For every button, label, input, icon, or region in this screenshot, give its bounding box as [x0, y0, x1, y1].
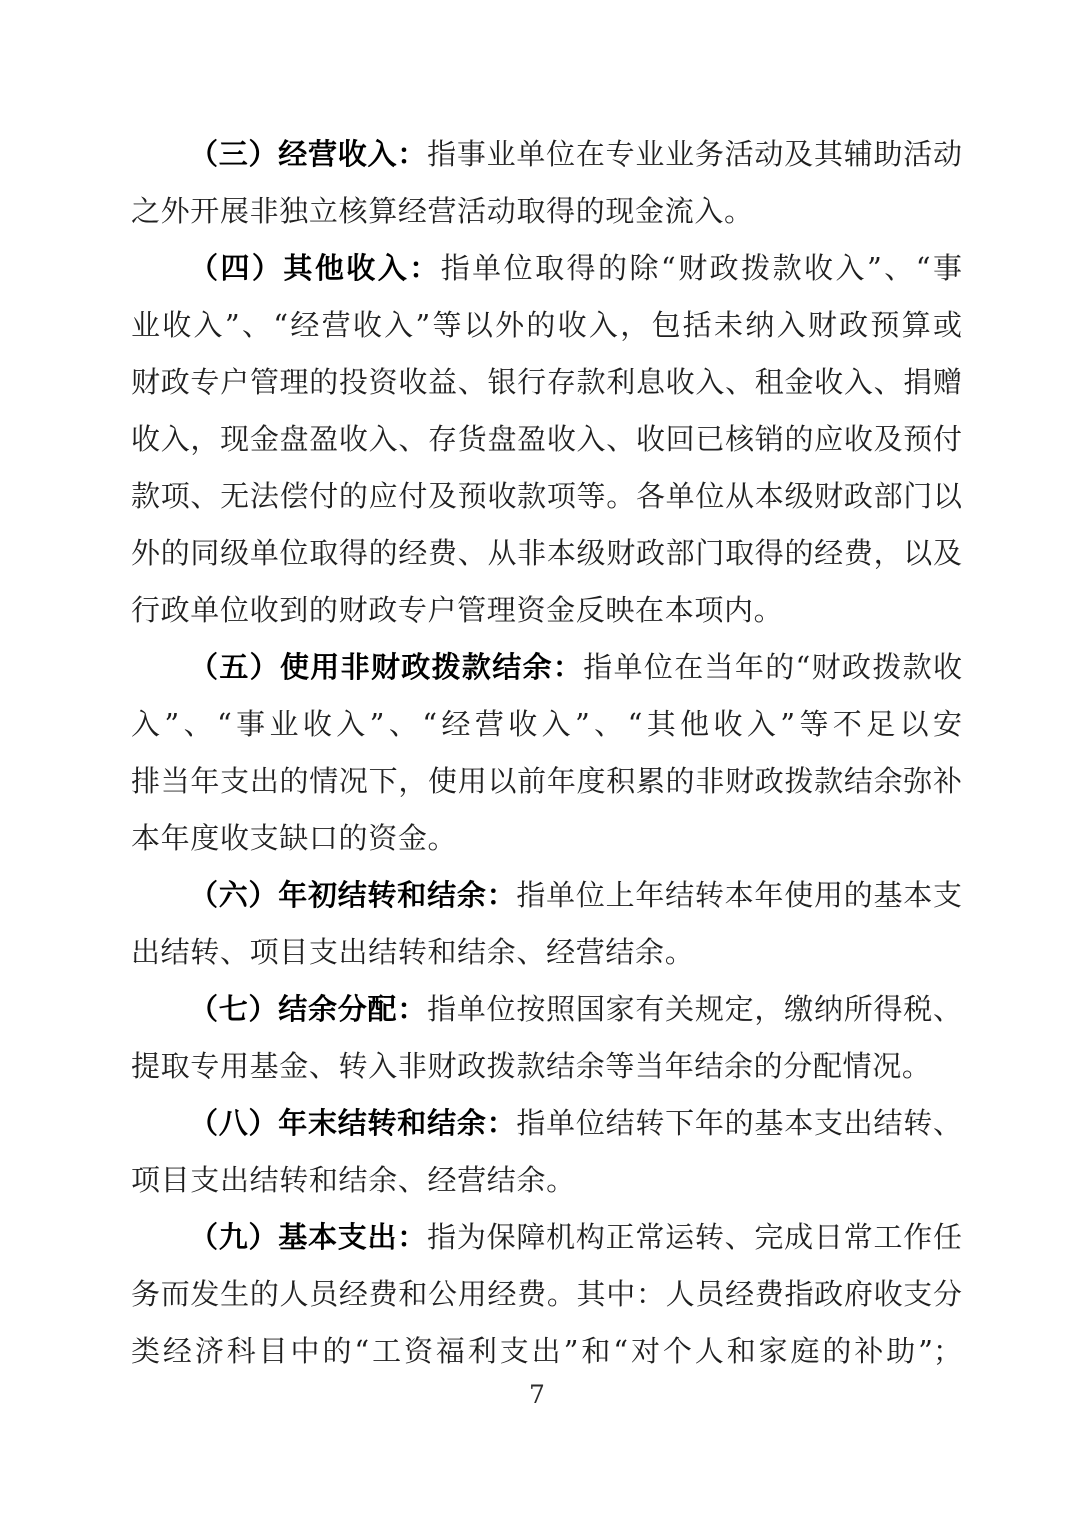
text-line: 排当年支出的情况下，使用以前年度积累的非财政拨款结余弥补: [131, 764, 962, 798]
document-body: [131, 126, 962, 1380]
text-line: （六）年初结转和结余：指单位上年结转本年使用的基本支: [189, 878, 962, 912]
text-line: 款项、无法偿付的应付及预收款项等。各单位从本级财政部门以: [131, 479, 962, 513]
text-line: 外的同级单位取得的经费、从非本级财政部门取得的经费，以及: [131, 536, 962, 570]
paragraph-label: （四）其他收入：: [189, 251, 441, 285]
text-line: 类经济科目中的“工资福利支出”和“对个人和家庭的补助”；: [131, 1334, 962, 1368]
paragraph: [131, 1095, 962, 1209]
text-line: 本年度收支缺口的资金。: [131, 821, 458, 855]
paragraph-label: （三）经营收入：: [189, 137, 428, 171]
paragraph: [131, 1209, 962, 1380]
paragraph-label: （九）基本支出：: [189, 1220, 428, 1254]
paragraph-label: （八）年末结转和结余：: [189, 1106, 517, 1140]
text-line: 财政专户管理的投资收益、银行存款利息收入、租金收入、捐赠: [131, 365, 962, 399]
text-line: 务而发生的人员经费和公用经费。其中：人员经费指政府收支分: [131, 1277, 962, 1311]
text-line: （八）年末结转和结余：指单位结转下年的基本支出结转、: [189, 1106, 962, 1140]
text-line: 行政单位收到的财政专户管理资金反映在本项内。: [131, 593, 784, 627]
text-line: 项目支出结转和结余、经营结余。: [131, 1163, 576, 1197]
text-line: 业收入”、“经营收入”等以外的收入，包括未纳入财政预算或: [131, 308, 962, 342]
text-line: 提取专用基金、转入非财政拨款结余等当年结余的分配情况。: [131, 1049, 932, 1083]
paragraph: [131, 981, 962, 1095]
text-line: 出结转、项目支出结转和结余、经营结余。: [131, 935, 695, 969]
paragraph: [131, 639, 962, 867]
paragraph-label: （五）使用非财政拨款结余：: [189, 650, 584, 684]
paragraph: [131, 867, 962, 981]
text-line: 收入，现金盘盈收入、存货盘盈收入、收回已核销的应收及预付: [131, 422, 962, 456]
text-line: （七）结余分配：指单位按照国家有关规定，缴纳所得税、: [189, 992, 962, 1026]
text-line: （九）基本支出：指为保障机构正常运转、完成日常工作任: [189, 1220, 962, 1254]
paragraph-label: （七）结余分配：: [189, 992, 428, 1026]
text-line: （五）使用非财政拨款结余：指单位在当年的“财政拨款收: [189, 650, 962, 684]
page-number: 7: [529, 1380, 545, 1409]
paragraph: [131, 240, 962, 639]
text-line: 之外开展非独立核算经营活动取得的现金流入。: [131, 194, 754, 228]
text-line: （四）其他收入：指单位取得的除“财政拨款收入”、“事: [189, 251, 962, 285]
text-line: 入”、“事业收入”、“经营收入”、“其他收入”等不足以安: [131, 707, 962, 741]
paragraph: [131, 126, 962, 240]
paragraph-label: （六）年初结转和结余：: [189, 878, 517, 912]
text-line: （三）经营收入：指事业单位在专业业务活动及其辅助活动: [189, 137, 962, 171]
